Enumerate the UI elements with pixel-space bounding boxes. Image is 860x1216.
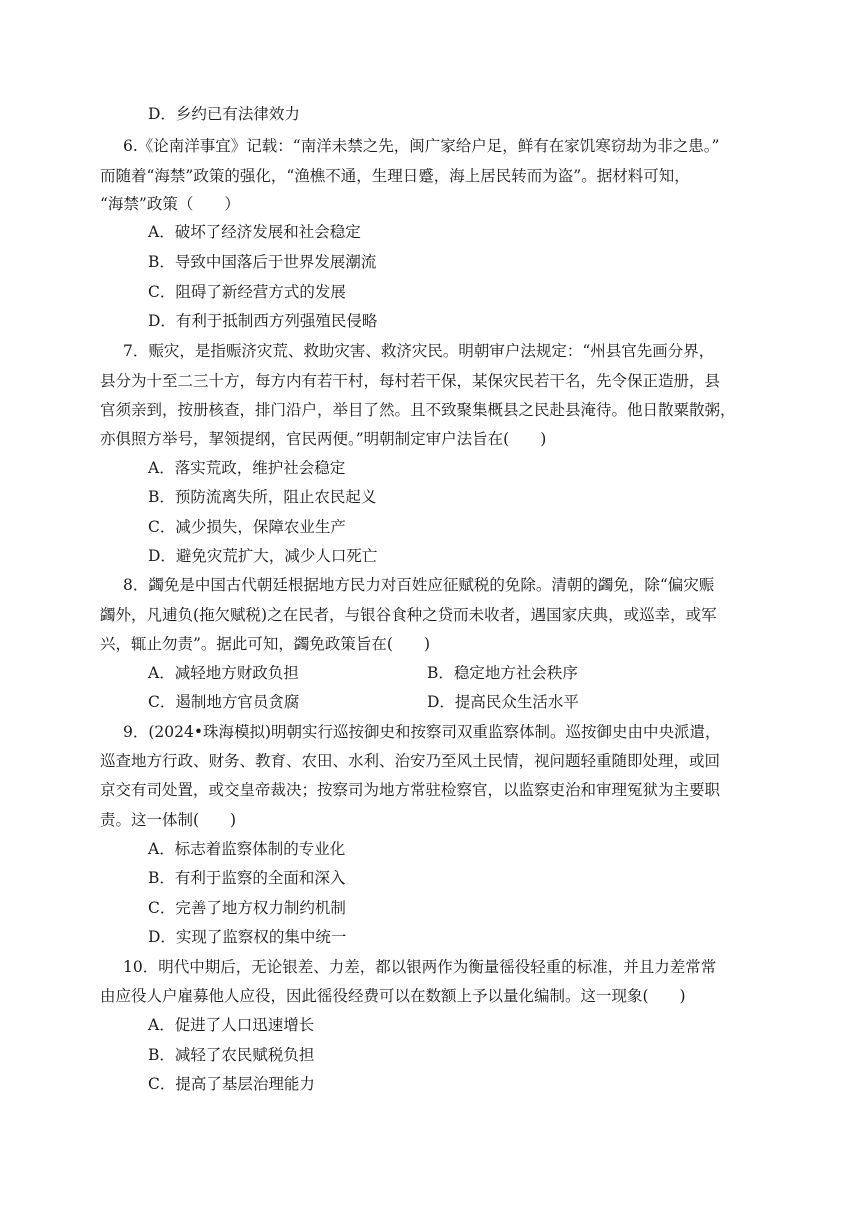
q8-option-a: A．减轻地方财政负担 bbox=[148, 664, 299, 682]
q6-stem-line-1: 6.《论南洋事宜》记载：“南洋未禁之先，闽广家给户足，鲜有在家饥寒窃劫为非之患。” bbox=[123, 137, 720, 155]
q7-option-c: C．减少损失，保障农业生产 bbox=[148, 518, 346, 536]
q8-option-d: D．提高民众生活水平 bbox=[427, 693, 579, 711]
q6-option-c: C．阻碍了新经营方式的发展 bbox=[148, 283, 346, 301]
q8-option-c: C．遏制地方官员贪腐 bbox=[148, 693, 300, 711]
q7-option-d: D．避免灾荒扩大，减少人口死亡 bbox=[148, 547, 378, 565]
q7-stem-line-2: 县分为十至二三十方，每方内有若干村，每村若干保，某保灾民若干名，先令保正造册，县 bbox=[100, 372, 721, 390]
q10-stem-line-2: 由应役人户雇募他人应役，因此徭役经费可以在数额上予以量化编制。这一现象( ) bbox=[100, 987, 686, 1005]
q9-stem-line-2: 巡查地方行政、财务、教育、农田、水利、治安乃至风土民情，视问题轻重随即处理，或回 bbox=[100, 752, 721, 770]
q8-stem-line-1: 8．蠲免是中国古代朝廷根据地方民力对百姓应征赋税的免除。清朝的蠲免，除“偏灾赈 bbox=[123, 576, 715, 594]
q6-option-b: B．导致中国落后于世界发展潮流 bbox=[148, 253, 377, 271]
q9-stem-line-3: 京交有司处置，或交皇帝裁决；按察司为地方常驻检察官，以监察吏治和审理冤狱为主要职 bbox=[100, 781, 721, 799]
q7-option-a: A．落实荒政，维护社会稳定 bbox=[148, 459, 346, 477]
q9-stem-line-4: 责。这一体制( ) bbox=[100, 811, 237, 829]
q10-stem-line-1: 10．明代中期后，无论银差、力差，都以银两作为衡量徭役轻重的标准，并且力差常常 bbox=[123, 958, 717, 976]
q10-option-c: C．提高了基层治理能力 bbox=[148, 1075, 315, 1093]
q7-option-b: B．预防流离失所，阻止农民起义 bbox=[148, 488, 377, 506]
q10-option-b: B．减轻了农民赋税负担 bbox=[148, 1046, 315, 1064]
q10-option-a: A．促进了人口迅速增长 bbox=[148, 1016, 315, 1034]
q5-option-d: D．乡约已有法律效力 bbox=[148, 105, 300, 123]
q7-stem-line-1: 7．赈灾，是指赈济灾荒、救助灾害、救济灾民。明朝审户法规定：“州县官先画分界， bbox=[123, 342, 715, 360]
q7-stem-line-3: 官须亲到，按册核查，排门沿户，举目了然。且不致聚集概县之民赴县淹待。他日散粟散粥， bbox=[100, 401, 736, 419]
q6-stem-line-2: 而随着“海禁”政策的强化，“渔樵不通，生理日蹙，海上居民转而为盗”。据材料可知， bbox=[100, 167, 690, 185]
q6-stem-line-3: “海禁”政策（ ） bbox=[100, 195, 240, 213]
q8-option-b: B．稳定地方社会秩序 bbox=[427, 664, 578, 682]
q9-option-b: B．有利于监察的全面和深入 bbox=[148, 869, 346, 887]
q6-option-a: A．破坏了经济发展和社会稳定 bbox=[148, 223, 361, 241]
q9-option-a: A．标志着监察体制的专业化 bbox=[148, 840, 346, 858]
q9-option-c: C．完善了地方权力制约机制 bbox=[148, 899, 346, 917]
q8-stem-line-3: 兴，辄止勿责”。据此可知，蠲免政策旨在( ) bbox=[100, 635, 431, 653]
q9-option-d: D．实现了监察权的集中统一 bbox=[148, 928, 347, 946]
q6-option-d: D．有利于抵制西方列强殖民侵略 bbox=[148, 312, 378, 330]
q8-stem-line-2: 蠲外，凡逋负(拖欠赋税)之在民者，与银谷食种之贷而未收者，遇国家庆典，或巡幸，或军 bbox=[100, 606, 717, 624]
q7-stem-line-4: 亦俱照方举号，挈领提纲，官民两便。”明朝制定审户法旨在( ) bbox=[100, 430, 547, 448]
q9-stem-line-1: 9．(2024•珠海模拟)明朝实行巡按御史和按察司双重监察体制。巡按御史由中央派遣， bbox=[123, 723, 721, 741]
